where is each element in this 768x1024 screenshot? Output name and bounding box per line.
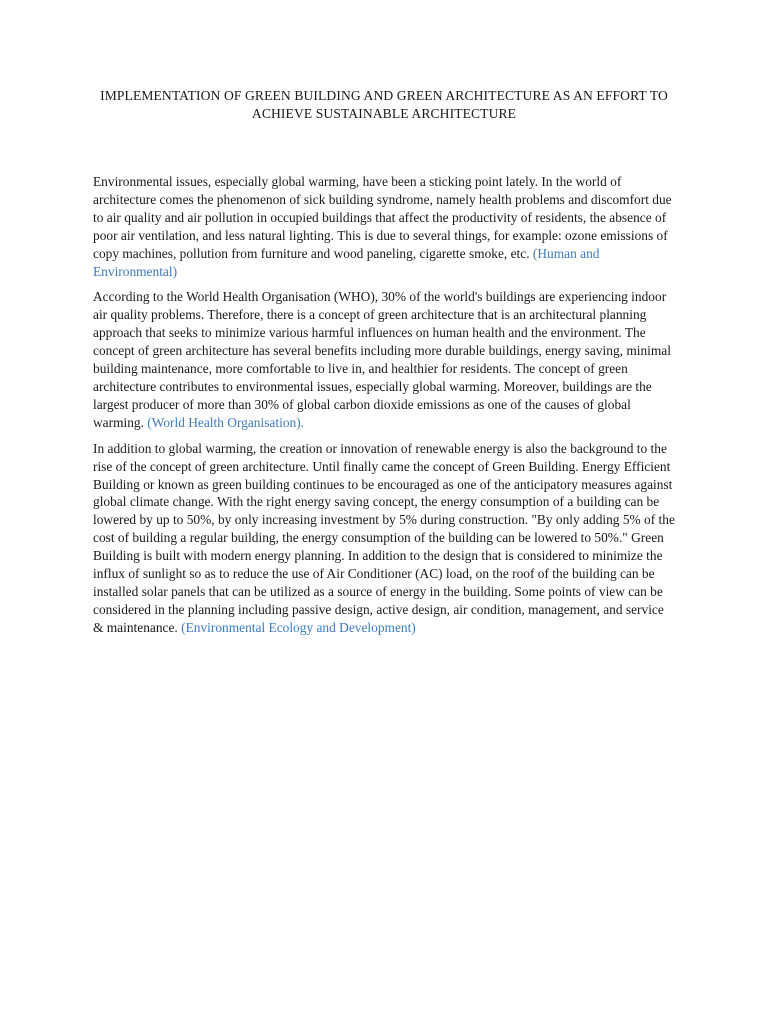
document-page <box>93 87 675 645</box>
paragraph-1-text: Environmental issues, especially global warming, have been a sticking point lately. In the world of architecture comes the phenomenon of sick building syndrome, namely health problems and discomfort due to air quality and air pollution in occupied buildings that affect the productivity of residents, the absence of poor air ventilation, and less natural lighting. This is due to several things, for example: ozone emissions of copy machines, pollution from furniture and wood paneling, cigarette smoke, etc. <box>93 174 672 261</box>
paragraph-2 <box>93 288 675 431</box>
paragraph-3 <box>93 440 675 637</box>
paragraph-3-text: In addition to global warming, the creation or innovation of renewable energy is also the background to the rise of the concept of green architecture. Until finally came the concept of Green Building. Energy Efficient Building or known as green building continues to be encouraged as one of the anticipatory measures against global climate change. With the right energy saving concept, the energy consumption of a building can be lowered by up to 50%, by only increasing investment by 5% during construction. "By only adding 5% of the cost of building a regular building, the energy consumption of the building can be lowered to 50%." Green Building is built with modern energy planning. In addition to the design that is considered to minimize the influx of sunlight so as to reduce the use of Air Conditioner (AC) load, on the roof of the building can be installed solar panels that can be utilized as a source of energy in the building. Some points of view can be considered in the planning including passive design, active design, air condition, management, and service & maintenance. <box>93 440 675 635</box>
document-body <box>93 173 675 637</box>
document-title: IMPLEMENTATION OF GREEN BUILDING AND GREEN ARCHITECTURE AS AN EFFORT TO ACHIEVE SUSTAINABLE ARCHITECTURE <box>100 88 668 121</box>
paragraph-2-citation: (World Health Organisation). <box>147 414 305 430</box>
paragraph-2-text: According to the World Health Organisation (WHO), 30% of the world's buildings are experiencing indoor air quality problems. Therefore, there is a concept of green architecture that is an architectural planning approach that seeks to minimize various harmful influences on human health and the environment. The concept of green architecture has several benefits including more durable buildings, energy saving, minimal building maintenance, more comfortable to live in, and healthier for residents. The concept of green architecture contributes to environmental issues, especially global warming. Moreover, buildings are the largest producer of more than 30% of global carbon dioxide emissions as one of the causes of global warming. <box>93 289 671 430</box>
paragraph-1-citation: (Human and Environmental) <box>93 245 600 279</box>
paragraph-1 <box>93 173 675 280</box>
paragraph-3-citation: (Environmental Ecology and Development) <box>181 619 416 635</box>
